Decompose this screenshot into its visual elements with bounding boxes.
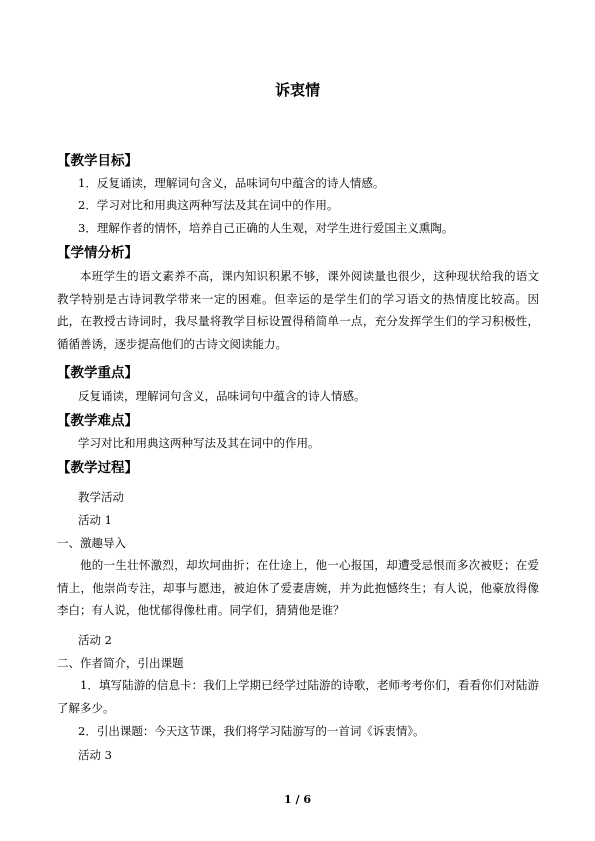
- process-heading: 【教学过程】: [57, 460, 138, 476]
- step-title: 一、激趣导入: [57, 536, 126, 550]
- analysis-paragraph: 本班学生的语文素养不高，课内知识积累不够，课外阅读量也很少，这种现状给我的语文教学特别是古诗词教学带来一定的困难。但幸运的是学生们的学习语文的热情度比较高。因此，在教授古诗词时，我尽量将教学目标设置得稍简单一点，充分发挥学生们的学习积极性，循循善诱，逐步提高他们的古诗文阅读能力。: [57, 269, 539, 352]
- difficulty-heading: 【教学难点】: [57, 413, 138, 429]
- activity-label: 活动 1: [78, 513, 112, 527]
- difficulty-text: 学习对比和用典这两种写法及其在词中的作用。: [78, 436, 320, 450]
- activity-label: 活动 2: [78, 633, 112, 647]
- page-number: 1 / 6: [284, 793, 311, 806]
- activity-label: 活动 3: [78, 748, 112, 762]
- key-point-text: 反复诵读，理解词句含义，品味词句中蕴含的诗人情感。: [78, 389, 366, 403]
- step-paragraph: 1．填写陆游的信息卡：我们上学期已经学过陆游的诗歌，老师考考你们，看看你们对陆游了解多少。: [57, 678, 539, 715]
- goal-item: 1．反复诵读，理解词句含义，品味词句中蕴含的诗人情感。: [78, 176, 385, 190]
- key-point-heading: 【教学重点】: [57, 365, 138, 381]
- page-title: 诉衷情: [274, 81, 320, 99]
- step-title: 二、作者简介，引出课题: [57, 656, 184, 670]
- step-paragraph: 他的一生壮怀激烈，却坎坷曲折；在仕途上，他一心报国，却遭受忌恨而多次被贬；在爱情上，他崇尚专注，却事与愿违，被迫休了爱妻唐婉，并为此抱憾终生；有人说，他豪放得像李白；有人说，他忧郁得像杜甫。同学们，猜猜他是谁？: [57, 558, 539, 618]
- step-item: 2．引出课题：今天这节课，我们将学习陆游写的一首词《诉衷情》。: [78, 724, 425, 738]
- activities-label: 教学活动: [78, 490, 124, 504]
- goals-heading: 【教学目标】: [57, 153, 138, 169]
- goal-item: 3．理解作者的情怀，培养自己正确的人生观，对学生进行爱国主义熏陶。: [78, 221, 454, 235]
- goal-item: 2．学习对比和用典这两种写法及其在词中的作用。: [78, 198, 339, 212]
- analysis-heading: 【学情分析】: [57, 245, 138, 261]
